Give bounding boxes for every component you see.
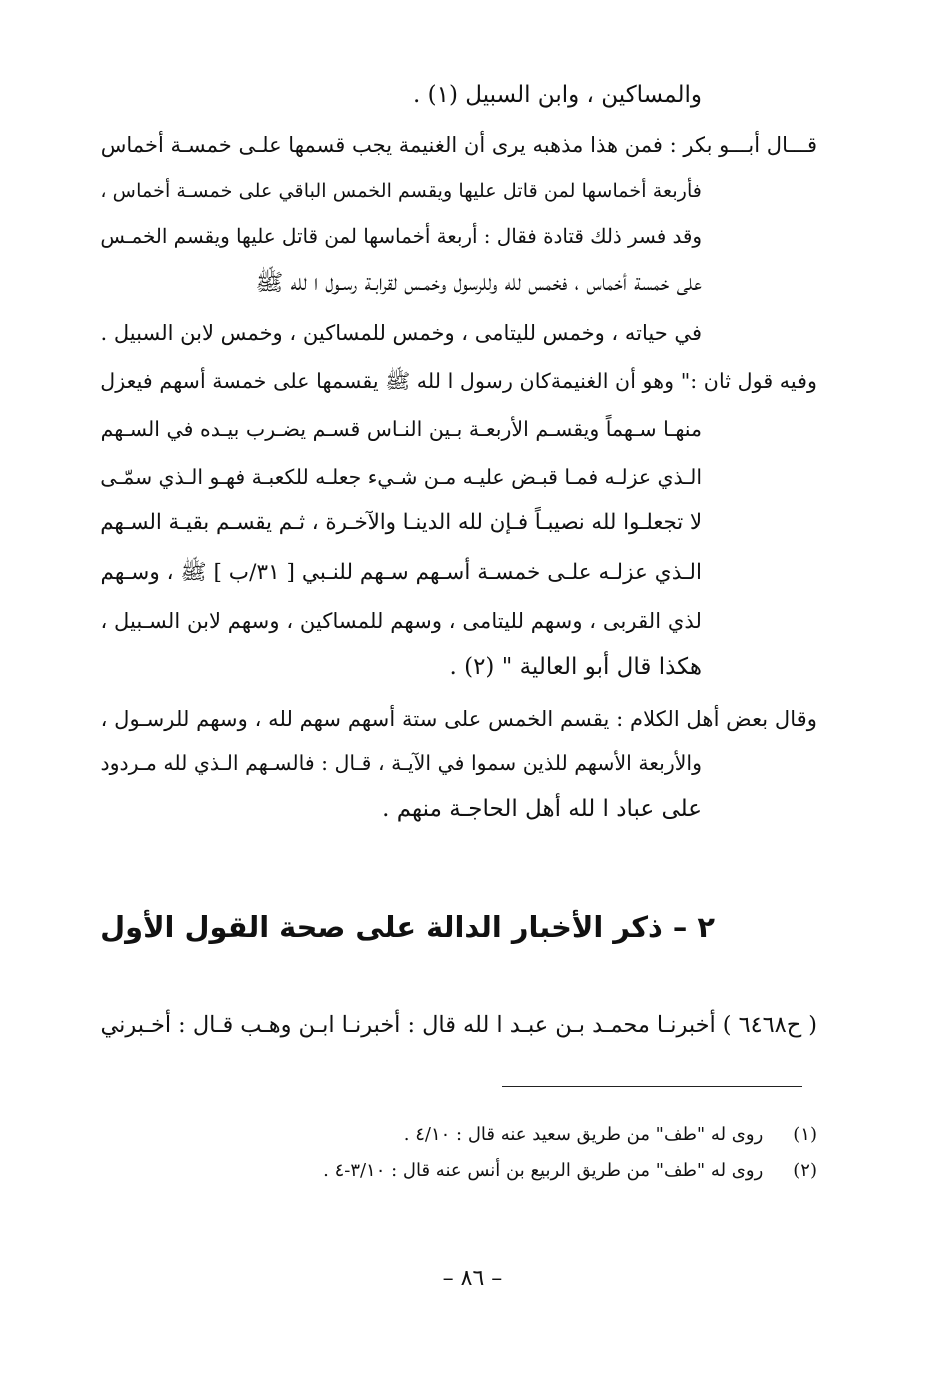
body-line-16: على عباد ا لله أهل الحاجـة منهم . xyxy=(382,796,702,822)
body-line-15: والأربعة الأسهم للذين سموا في الآيـة ، قـال : فالسـهم الـذي لله مـردود xyxy=(100,751,702,775)
body-line-10: لا تجعلـوا لله نصيبـاً فـإن لله الدينـا والآخـرة ، ثـم يقسـم بقيـة السـهم xyxy=(100,510,702,535)
footnote-divider xyxy=(502,1086,802,1087)
footnote-1 xyxy=(404,1122,817,1148)
footnote-2 xyxy=(323,1158,817,1184)
hadith-line: ( ح٦٤٦٨ ) أخبرنـا محمـد بـن عبـد ا لله قال : أخبرنـا ابـن وهـب قـال : أخـبرني xyxy=(100,1012,817,1038)
body-line-9: الـذي عزلـه فمـا قبـض عليـه مـن شـيء جعلـه للكعبـة فهـو الـذي سمّـى xyxy=(100,465,702,489)
footnote-text: روى له "طف" من طريق سعيد عنه قال : ٤/١٠ . xyxy=(403,1124,764,1145)
body-line-14: وقال بعض أهل الكلام : يقسم الخمس على ستة أسهم سهم لله ، وسهم للرسـول ، xyxy=(100,706,817,731)
body-line-8: منهـا سـهماً ويقسـم الأربعـة بـين النـاس قسـم يضـرب بيـده في السـهم xyxy=(100,417,702,441)
body-line-13: هكذا قال أبو العالية " (٢) . xyxy=(449,654,702,680)
body-line-7: وفيه قول ثان :" وهو أن الغنيمةكان رسول ا لله ﷺ يقسمها على خمسة أسهم فيعزل xyxy=(100,369,817,393)
section-heading: ٢ – ذكر الأخبار الدالة على صحة القول الأول xyxy=(100,910,715,944)
footnote-number: (٢) xyxy=(793,1160,817,1181)
body-line-5: على خمسة أخماس ، فخمس لله وللرسول وخمـس لقرابـة رسـول ا لله ﷺ xyxy=(255,270,702,296)
footnote-text: روى له "طف" من طريق الربيع بن أنس عنه قال : ٣/١٠-٤ . xyxy=(323,1160,764,1181)
body-line-12: لذي القربى ، وسهم لليتامى ، وسهم للمساكين ، وسهم لابن السـبيل ، xyxy=(100,608,702,633)
page-number: – ٨٦ – xyxy=(442,1266,503,1291)
footnote-number: (١) xyxy=(793,1124,817,1145)
body-line-1: والمساكين ، وابن السبيل (١) . xyxy=(413,82,702,108)
body-line-11: الـذي عزلـه علـى خمسـة أسـهم سـهم للنـبي [ ٣١/ب ] ﷺ ، وسـهم xyxy=(100,560,702,585)
body-line-3: فأربعة أخماسها لمن قاتل عليها ويقسم الخمس الباقي على خمسـة أخماس ، xyxy=(100,179,702,202)
body-line-6: في حياته ، وخمس لليتامى ، وخمس للمساكين ، وخمس لابن السبيل . xyxy=(100,320,702,345)
body-line-4: وقد فسر ذلك قتادة فقال : أربعة أخماسها لمن قاتل عليها ويقسم الخمـس xyxy=(100,225,702,248)
body-line-2: قـــال أبـــو بكر : فمن هذا مذهبه يرى أن الغنيمة يجب قسمها علـى خمسـة أخماس xyxy=(100,132,817,157)
